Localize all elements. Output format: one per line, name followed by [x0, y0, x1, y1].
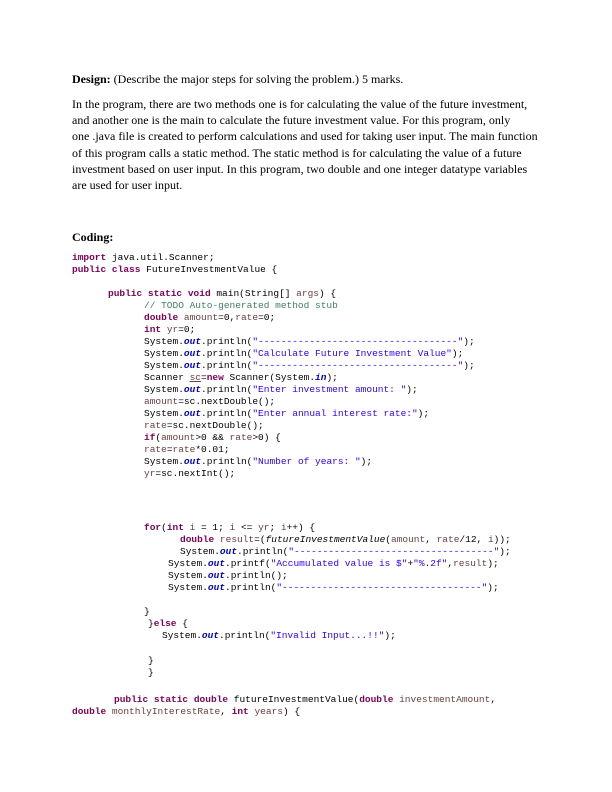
code-token: .println(	[201, 408, 253, 419]
code-line	[144, 300, 338, 312]
code-token: .println(	[219, 630, 271, 641]
code-token: .println();	[225, 570, 288, 581]
code-token: int	[144, 324, 162, 335]
code-token: args	[296, 288, 319, 299]
code-token: System.	[144, 348, 184, 359]
code-token: monthlyInterestRate	[111, 706, 221, 717]
code-token: = 1;	[195, 522, 230, 533]
code-token: out	[183, 456, 202, 467]
code-token: yr	[144, 468, 156, 479]
code-line	[114, 694, 496, 706]
code-token: .printf(	[225, 558, 271, 569]
code-token: }	[148, 618, 154, 629]
code-token: =sc.nextInt();	[155, 468, 236, 479]
code-token: public	[72, 264, 107, 275]
paragraph-line: of this program calls a static method. The static method is for calculating the value of a future	[72, 145, 522, 160]
code-line	[144, 606, 150, 618]
code-token: >0 &&	[195, 432, 230, 443]
code-token: futureInvestmentValue	[265, 534, 386, 545]
code-token: "-----------------------------------"	[252, 336, 464, 347]
code-token: out	[219, 546, 238, 557]
code-token: amount	[161, 432, 196, 443]
code-token: );	[360, 456, 373, 467]
code-token: out	[207, 570, 226, 581]
code-token: +	[407, 558, 414, 569]
code-line	[72, 264, 277, 276]
code-token: i	[280, 522, 287, 533]
code-token: years	[254, 706, 283, 717]
code-token: class	[111, 264, 141, 275]
code-token: =0;	[178, 324, 196, 335]
code-token: *0.01;	[195, 444, 230, 455]
code-token: ++) {	[286, 522, 316, 533]
code-token: double	[193, 694, 229, 705]
code-token: if	[144, 432, 156, 443]
code-token: rate	[144, 420, 167, 431]
code-token: .println(	[201, 348, 253, 359]
code-token: rate	[229, 432, 253, 443]
code-token: "Enter investment amount: "	[252, 384, 407, 395]
code-token: ,	[490, 694, 497, 705]
code-token: i	[189, 522, 196, 533]
code-token: out	[207, 582, 226, 593]
code-token: in	[315, 372, 327, 383]
code-token: out	[183, 336, 202, 347]
code-token: "Number of years: "	[252, 456, 361, 467]
code-line	[144, 360, 475, 372]
code-line	[144, 522, 315, 534]
code-token: );	[463, 336, 475, 347]
code-token: .println(	[237, 546, 289, 557]
code-token: out	[183, 408, 202, 419]
code-token: ,	[447, 558, 454, 569]
code-token: rate	[144, 444, 167, 455]
code-token: =	[166, 444, 173, 455]
design-heading	[72, 71, 403, 87]
code-token: (	[155, 432, 162, 443]
code-line	[148, 655, 154, 667]
code-line	[162, 630, 396, 642]
code-token: ,	[220, 706, 232, 717]
design-paragraph	[72, 96, 542, 193]
code-line	[72, 706, 300, 718]
code-token: "-----------------------------------"	[252, 360, 464, 371]
code-line	[144, 384, 418, 396]
code-token: );	[417, 408, 430, 419]
code-line	[144, 432, 281, 444]
code-token: double	[359, 694, 394, 705]
code-token: amount	[183, 312, 219, 323]
code-token: );	[499, 546, 511, 557]
code-token: "Accumulated value is $"	[270, 558, 408, 569]
code-token: out	[207, 558, 226, 569]
code-token: ));	[493, 534, 511, 545]
code-token: public	[108, 288, 143, 299]
code-token: System.	[144, 384, 184, 395]
code-token: "-----------------------------------"	[288, 546, 500, 557]
code-token: rate	[235, 312, 259, 323]
code-token: }	[148, 655, 154, 666]
paragraph-line: one .java file is created to perform calculations and used for taking user input. The main function	[72, 129, 538, 144]
code-token: Scanner	[144, 372, 190, 383]
code-line	[144, 420, 264, 432]
code-token: (	[161, 522, 167, 533]
code-token: yr	[258, 522, 270, 533]
code-token: System.	[144, 360, 184, 371]
code-token: import	[72, 252, 107, 263]
code-token: );	[326, 372, 338, 383]
code-token: .println(	[201, 384, 253, 395]
code-token: rate	[172, 444, 196, 455]
code-token: out	[183, 348, 202, 359]
code-token: System.	[144, 408, 184, 419]
code-token: amount	[390, 534, 426, 545]
coding-heading: Coding:	[72, 230, 114, 244]
paragraph-line: In the program, there are two methods one is for calculating the value of the future investment,	[72, 97, 528, 111]
code-token: // TODO Auto-generated method stub	[144, 300, 338, 311]
code-line	[148, 618, 188, 630]
code-token: );	[451, 348, 464, 359]
code-token: int	[231, 706, 249, 717]
code-token: out	[201, 630, 220, 641]
code-token: }	[148, 667, 154, 678]
code-token: amount	[144, 396, 179, 407]
code-token: public	[114, 694, 149, 705]
code-token: (	[385, 534, 391, 545]
code-token: sc	[189, 372, 202, 383]
code-token: System.	[144, 456, 184, 467]
code-line	[144, 468, 235, 480]
paragraph-line: investment based on user input. In this program, two double and one integer datatype variables	[72, 161, 528, 176]
code-token: i	[487, 534, 494, 545]
code-token: );	[463, 360, 475, 371]
code-token: System.	[162, 630, 202, 641]
code-token: void	[187, 288, 211, 299]
code-line	[144, 456, 372, 468]
code-token: System.	[168, 582, 208, 593]
code-token: {	[176, 618, 188, 629]
code-token: Scanner(System.	[223, 372, 316, 383]
paragraph-line: and another one is the main to calculate the future investment value. For this program, only	[72, 113, 511, 128]
code-token: yr	[166, 324, 179, 335]
code-line	[144, 312, 275, 324]
code-token: =(	[254, 534, 266, 545]
code-token: i	[229, 522, 236, 533]
design-label: Design:	[72, 72, 111, 86]
code-line	[148, 667, 154, 679]
code-token: int	[166, 522, 184, 533]
code-token: );	[487, 558, 499, 569]
code-line	[180, 534, 511, 546]
code-token: result	[453, 558, 488, 569]
code-line	[144, 444, 230, 456]
code-line	[144, 348, 463, 360]
code-token: rate	[436, 534, 460, 545]
code-token: else	[153, 618, 177, 629]
code-token: out	[183, 360, 202, 371]
code-line	[108, 288, 336, 300]
code-token: <=	[235, 522, 259, 533]
code-line	[144, 408, 429, 420]
code-line	[168, 582, 499, 594]
code-token: =sc.nextDouble();	[166, 420, 264, 431]
code-token: result	[219, 534, 255, 545]
code-line	[144, 324, 195, 336]
design-instruction: (Describe the major steps for solving the problem.) 5 marks.	[110, 72, 404, 86]
code-token: ) {	[282, 706, 301, 717]
code-token: java.util.Scanner;	[106, 252, 215, 263]
code-token: static	[147, 288, 183, 299]
code-token: static	[153, 694, 189, 705]
code-token: .println(	[201, 456, 253, 467]
code-token: main(String[]	[210, 288, 297, 299]
code-line	[168, 570, 288, 582]
code-token: =sc.nextDouble();	[178, 396, 276, 407]
code-token: .println(	[201, 336, 253, 347]
code-token: "Calculate Future Investment Value"	[252, 348, 452, 359]
code-token: "%.2f"	[413, 558, 448, 569]
paragraph-line: are used for user input.	[72, 178, 183, 193]
code-token: System.	[180, 546, 220, 557]
code-token: );	[384, 630, 396, 641]
code-token: ) {	[318, 288, 337, 299]
code-token: "Invalid Input...!!"	[270, 630, 385, 641]
code-line	[144, 336, 475, 348]
code-line	[180, 546, 511, 558]
code-line	[168, 558, 499, 570]
code-token: /12,	[459, 534, 488, 545]
code-token: ;	[269, 522, 281, 533]
code-token: "Enter annual interest rate:"	[252, 408, 418, 419]
code-token: FutureInvestmentValue {	[140, 264, 278, 275]
code-token: System.	[168, 558, 208, 569]
code-token: =0;	[258, 312, 276, 323]
code-token: =	[201, 372, 207, 383]
code-token: =0,	[218, 312, 236, 323]
code-token: }	[144, 606, 150, 617]
code-token: double	[180, 534, 215, 545]
code-token: "-----------------------------------"	[276, 582, 488, 593]
code-token: for	[144, 522, 162, 533]
code-token: .println(	[201, 360, 253, 371]
code-token: ,	[425, 534, 437, 545]
code-line	[144, 372, 338, 384]
code-token: double	[72, 706, 107, 717]
code-token: >0) {	[252, 432, 281, 443]
code-token: new	[206, 372, 224, 383]
code-token: out	[183, 384, 202, 395]
code-line	[144, 396, 275, 408]
code-token: double	[144, 312, 179, 323]
code-token: .println(	[225, 582, 277, 593]
code-token: System.	[144, 336, 184, 347]
code-token: investmentAmount	[399, 694, 491, 705]
code-token: );	[406, 384, 418, 395]
code-token: System.	[168, 570, 208, 581]
code-line	[72, 252, 215, 264]
code-token: futureInvestmentValue(	[228, 694, 360, 705]
code-token: );	[487, 582, 499, 593]
